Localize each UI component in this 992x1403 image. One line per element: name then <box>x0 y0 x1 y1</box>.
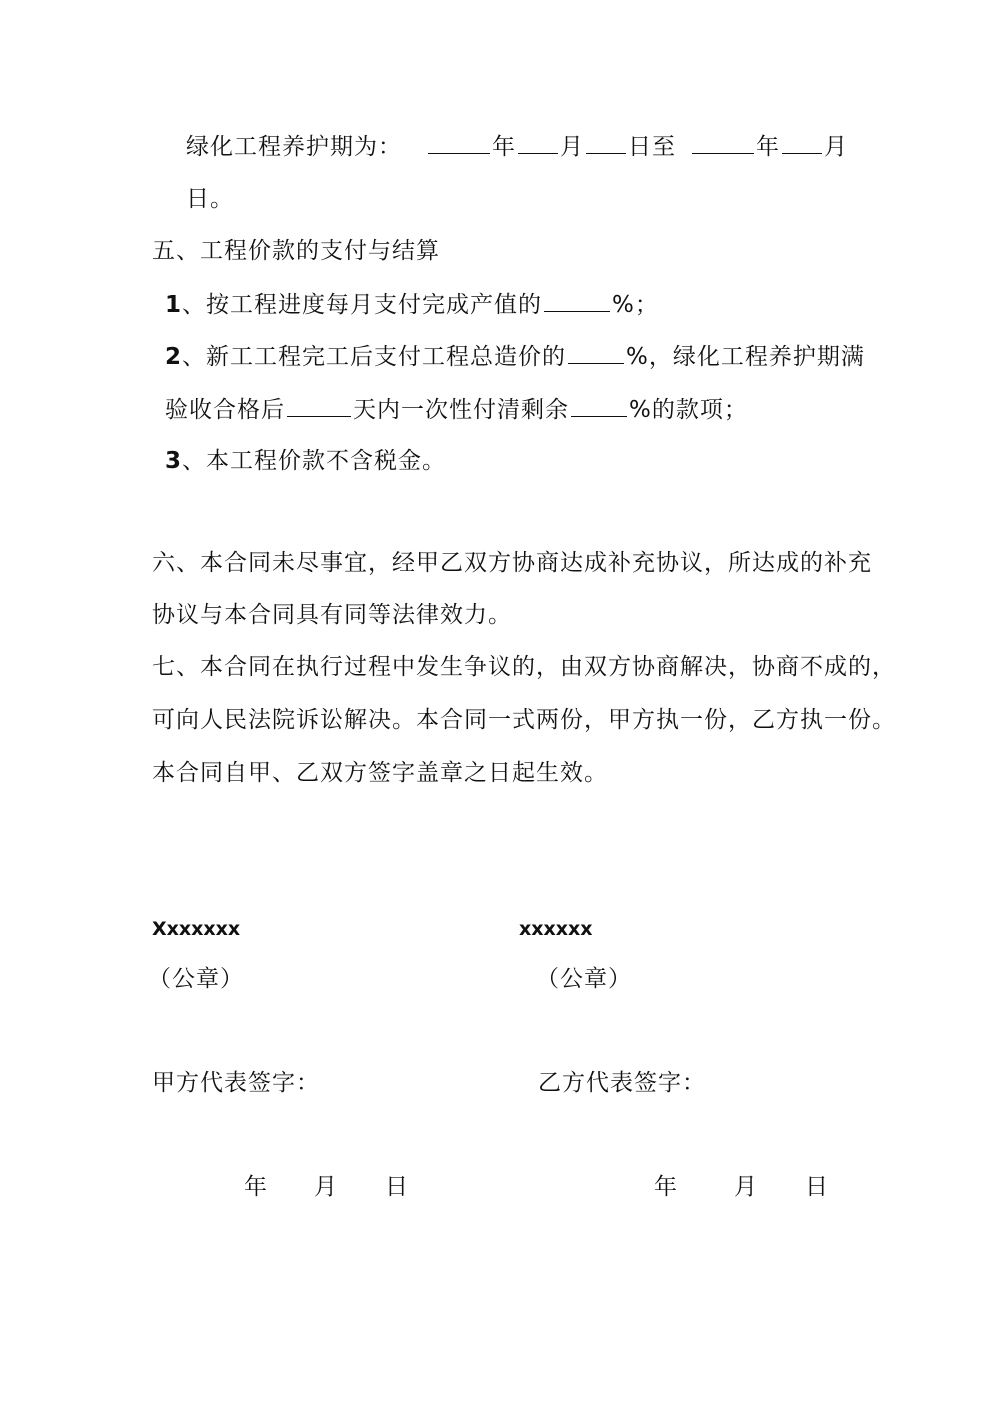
month-char: 月 <box>824 134 848 160</box>
blank-days[interactable] <box>287 394 351 417</box>
item-number: 2 <box>165 344 183 370</box>
item-text: 天内一次性付清剩余 <box>353 397 569 423</box>
item-text: 、按工程进度每月支付完成产值的 <box>182 292 543 318</box>
item-text: 、本工程价款不含税金。 <box>182 448 447 474</box>
blank-start-month[interactable] <box>518 131 558 154</box>
month-char: 月 <box>560 134 584 160</box>
day-to-text: 日至 <box>628 134 676 160</box>
section-6-line-1: 六、本合同未尽事宜，经甲乙双方协商达成补充协议，所达成的补充 <box>152 550 872 576</box>
party-b-date-day: 日 <box>805 1174 829 1200</box>
section-5-item-2 <box>165 341 865 372</box>
section-5-item-3 <box>165 446 446 476</box>
party-a-date-month: 月 <box>314 1174 338 1200</box>
party-b-seal: （公章） <box>536 966 632 992</box>
item-text: 验收合格后 <box>165 397 285 423</box>
party-b-date-month: 月 <box>734 1174 758 1200</box>
blank-start-day[interactable] <box>586 131 626 154</box>
maintenance-label: 绿化工程养护期为： <box>186 134 402 160</box>
maintenance-end-day: 日。 <box>186 186 234 212</box>
item-tail: %的款项； <box>629 397 748 423</box>
section-5-heading: 五、工程价款的支付与结算 <box>152 238 440 264</box>
item-number: 3 <box>165 448 183 474</box>
section-7-line-2: 可向人民法院诉讼解决。本合同一式两份，甲方执一份，乙方执一份。 <box>152 707 896 733</box>
blank-end-year[interactable] <box>692 131 754 154</box>
year-char: 年 <box>492 134 516 160</box>
item-number: 1 <box>165 292 183 318</box>
blank-remaining-percent[interactable] <box>571 394 627 417</box>
party-a-name: Xxxxxxx <box>152 918 241 940</box>
section-5-item-2-cont <box>165 394 748 425</box>
blank-progress-percent[interactable] <box>544 289 610 312</box>
section-6-line-2: 协议与本合同具有同等法律效力。 <box>152 602 512 628</box>
section-5-item-1 <box>165 289 659 320</box>
party-b-date-year: 年 <box>654 1174 678 1200</box>
blank-start-year[interactable] <box>428 131 490 154</box>
party-a-seal: （公章） <box>148 966 244 992</box>
item-tail: %； <box>612 292 659 318</box>
blank-total-percent[interactable] <box>568 341 624 364</box>
year-char: 年 <box>756 134 780 160</box>
blank-end-month[interactable] <box>782 131 822 154</box>
maintenance-period-line <box>186 131 848 162</box>
party-a-date-day: 日 <box>385 1174 409 1200</box>
party-b-sign-label: 乙方代表签字： <box>538 1070 706 1096</box>
party-a-sign-label: 甲方代表签字： <box>152 1070 320 1096</box>
section-7-line-1: 七、本合同在执行过程中发生争议的，由双方协商解决，协商不成的， <box>152 654 896 680</box>
item-tail: %，绿化工程养护期满 <box>626 344 865 370</box>
party-b-name: xxxxxx <box>519 918 593 940</box>
party-a-date-year: 年 <box>244 1174 268 1200</box>
item-text: 、新工工程完工后支付工程总造价的 <box>182 344 567 370</box>
section-7-line-3: 本合同自甲、乙双方签字盖章之日起生效。 <box>152 760 608 786</box>
